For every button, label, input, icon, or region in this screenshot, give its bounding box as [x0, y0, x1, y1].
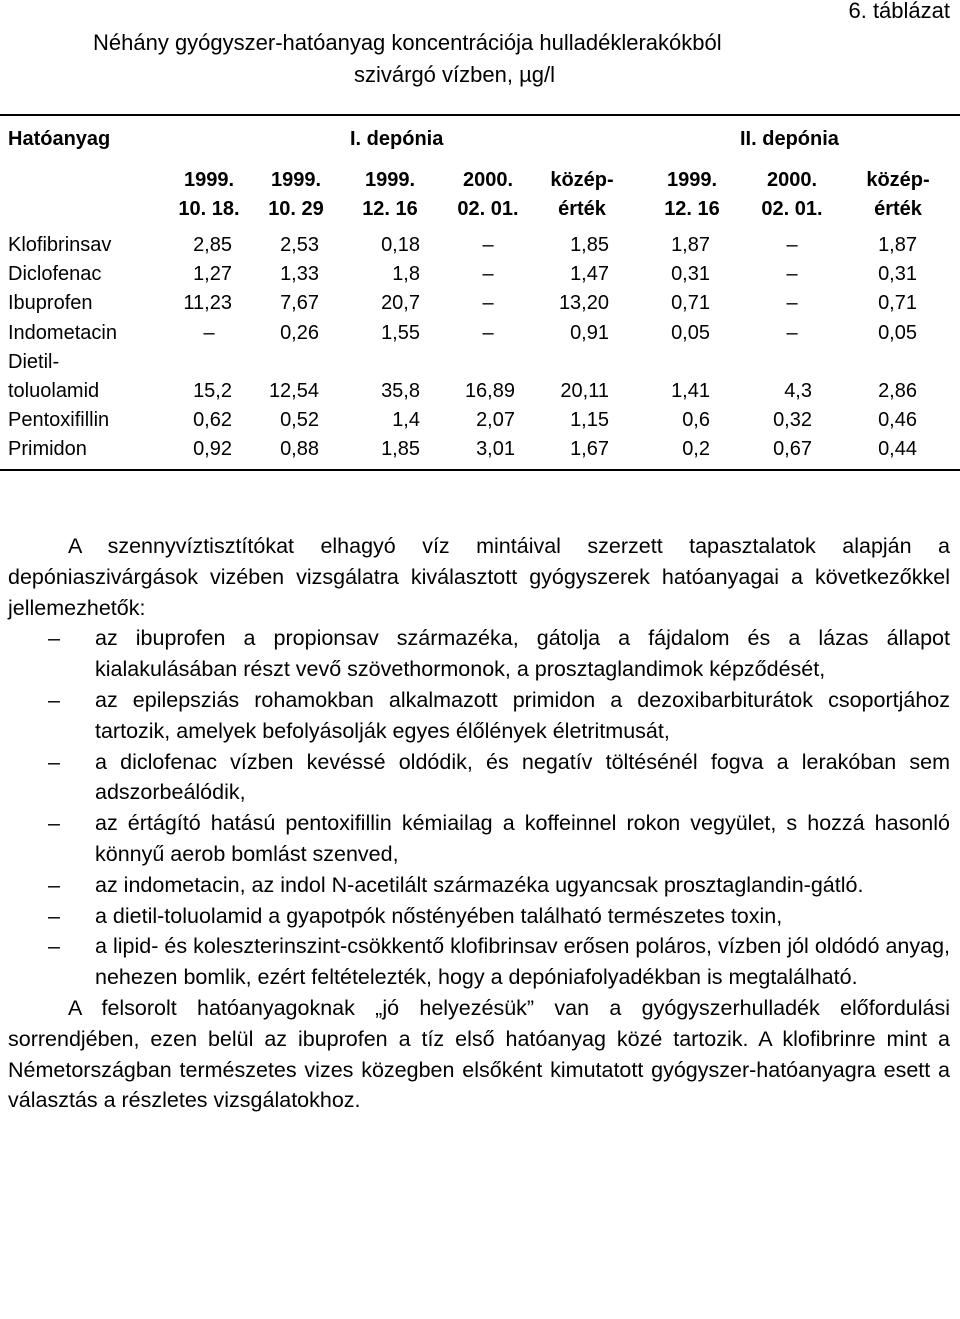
list-item-text: a lipid- és koleszterinszint-csökkentő klofibrinsav erősen poláros, vízben jól oldódó anyag, nehezen bomlik, ezért feltételezték, hogy a depóniafolyadékban is megtalálható.: [95, 934, 950, 990]
dash-bullet-icon: –: [48, 811, 60, 836]
table-cell: 0,44: [878, 438, 917, 461]
list-item: [8, 901, 950, 932]
table-cell: 0,91: [570, 321, 609, 344]
sub-header-1-line-1: 1999.: [183, 169, 235, 191]
row-name: Dietil-: [8, 350, 60, 373]
table-cell: 0,32: [773, 409, 812, 432]
table-cell: 20,7: [381, 292, 420, 315]
table-cell: 0,46: [878, 409, 917, 432]
table-cell: 4,3: [784, 380, 812, 402]
list-item: [8, 747, 950, 809]
sub-header-7-line-2: 02. 01.: [761, 198, 823, 220]
table-cell: 1,85: [381, 438, 420, 461]
list-item-text: az indometacin, az indol N-acetilált származéka ugyancsak prosztaglandin-gátló.: [95, 872, 864, 897]
table-cell: 0,67: [773, 438, 812, 461]
list-item: [8, 931, 950, 993]
table-cell: 16,89: [464, 380, 515, 402]
table-cell: 0,2: [682, 438, 710, 461]
table-cell: 0,71: [671, 292, 710, 315]
table-cell: 1,55: [381, 321, 420, 344]
title-line-2: szivárgó vízben, µg/l: [354, 62, 555, 87]
table-cell: 1,15: [570, 409, 609, 432]
row-name: Primidon: [8, 438, 87, 461]
list-item-text: az ibuprofen a propionsav származéka, gátolja a fájdalom és a lázas állapot kialakulásában részt vevő szövethormonok, a prosztaglandimok képződését,: [95, 626, 950, 682]
list-item: [8, 808, 950, 870]
table-cell: –: [786, 292, 798, 315]
table-cell: 0,71: [878, 292, 917, 315]
col-header-name: Hatóanyag: [8, 128, 111, 150]
table-cell: 1,47: [570, 263, 609, 286]
sub-header-2-line-1: 1999.: [270, 169, 322, 191]
sub-header-5-line-1: közép-: [550, 169, 614, 191]
table-cell: 0,05: [671, 321, 710, 344]
table-cell: 13,20: [558, 292, 609, 315]
table-cell: 1,41: [671, 380, 710, 402]
sub-header-3-line-2: 12. 16: [362, 198, 418, 220]
dash-bullet-icon: –: [48, 687, 60, 712]
table-cell: 1,4: [392, 409, 420, 432]
table-cell: 12,54: [268, 380, 319, 402]
list-item: [8, 870, 950, 901]
sub-header-8-line-1: közép-: [866, 169, 930, 191]
table-cell: 3,01: [476, 438, 515, 461]
sub-header-6-line-2: 12. 16: [664, 198, 720, 220]
table-cell: 0,52: [280, 409, 319, 432]
table-cell: 0,92: [193, 438, 232, 461]
table-cell: –: [482, 321, 494, 344]
sub-header-6-line-1: 1999.: [666, 169, 718, 191]
table-cell: –: [786, 263, 798, 286]
dash-bullet-icon: –: [48, 749, 60, 774]
dash-bullet-icon: –: [48, 872, 60, 897]
table-cell: 1,33: [280, 263, 319, 286]
row-name: Diclofenac: [8, 263, 102, 286]
table-cell: 1,87: [671, 234, 710, 256]
table-cell: 15,2: [193, 380, 232, 402]
list-item-text: a diclofenac vízben kevéssé oldódik, és negatív töltésénél fogva a lerakóban sem adszorbeálódik,: [95, 749, 950, 805]
sub-header-5-line-2: érték: [558, 198, 606, 220]
table-cell: 2,07: [476, 409, 515, 432]
table-cell: 0,18: [381, 234, 420, 256]
sub-header-4-line-1: 2000.: [462, 169, 514, 191]
table-cell: 0,6: [682, 409, 710, 432]
list-item-text: az értágító hatású pentoxifillin kémiailag a koffeinnel rokon vegyület, s hozzá hasonló könnyű aerob bomlást szenved,: [95, 811, 950, 866]
dash-bullet-icon: –: [48, 903, 60, 928]
table-cell: 0,62: [193, 409, 232, 432]
table-cell: 2,86: [878, 380, 917, 402]
list-item-text: az epilepsziás rohamokban alkalmazott primidon a dezoxibarbiturátok csoportjához tartozik, amelyek befolyásolják egyes élőlények életritmusát,: [95, 687, 950, 743]
row-name: toluolamid: [8, 380, 100, 402]
table-number: 6. táblázat: [848, 0, 950, 23]
table-cell: 0,31: [878, 263, 917, 286]
table-cell: 0,88: [280, 438, 319, 461]
table-cell: 0,05: [878, 321, 917, 344]
row-name: Klofibrinsav: [8, 234, 112, 256]
bullet-list: [8, 623, 950, 993]
table-cell: –: [482, 234, 494, 256]
table-cell: 11,23: [183, 292, 232, 315]
table-cell: 1,85: [570, 234, 609, 256]
sub-header-8-line-2: érték: [874, 198, 922, 220]
title-line-1: Néhány gyógyszer-hatóanyag koncentrációja hulladéklerakókból: [93, 30, 722, 55]
table-cell: –: [203, 321, 215, 344]
group-header-1: I. depónia: [350, 128, 444, 150]
table-cell: 20,11: [560, 380, 609, 402]
table-cell: –: [482, 292, 494, 315]
table-cell: 2,53: [280, 234, 319, 256]
sub-header-4-line-2: 02. 01.: [457, 198, 519, 220]
intro-paragraph: A szennyvíztisztítókat elhagyó víz mintáival szerzett tapasztalatok alapján a depóniaszivárgások vizében vizsgálatra kiválasztott gyógyszerek hatóanyagai a következőkkel jellemezhetők:: [8, 534, 950, 620]
group-header-2: II. depónia: [740, 128, 839, 150]
list-item-text: a dietil-toluolamid a gyapotpók nőstényében található természetes toxin,: [95, 903, 783, 928]
table-cell: 1,87: [878, 234, 917, 256]
table-cell: 1,8: [392, 263, 420, 286]
row-name: Indometacin: [8, 321, 117, 344]
table-cell: 0,31: [671, 263, 710, 286]
table-cell: 0,26: [280, 321, 319, 344]
table-cell: 2,85: [193, 234, 232, 256]
dash-bullet-icon: –: [48, 934, 60, 959]
table-cell: –: [786, 321, 798, 344]
table-bottom-rule: [0, 469, 960, 471]
data-table: [0, 0, 960, 480]
dash-bullet-icon: –: [48, 626, 60, 651]
sub-header-3-line-1: 1999.: [364, 169, 416, 191]
list-item: [8, 623, 950, 685]
table-cell: –: [786, 234, 798, 256]
table-cell: 1,27: [193, 263, 232, 286]
sub-header-7-line-1: 2000.: [766, 169, 818, 191]
sub-header-1-line-2: 10. 18.: [178, 198, 240, 220]
table-cell: –: [482, 263, 494, 286]
table-cell: 1,67: [570, 438, 609, 461]
row-name: Pentoxifillin: [8, 409, 110, 432]
table-cell: 35,8: [381, 380, 420, 402]
list-item: [8, 685, 950, 747]
row-name: Ibuprofen: [8, 292, 93, 315]
body-text: [8, 531, 950, 1116]
table-cell: 7,67: [280, 292, 319, 315]
closing-paragraph: A felsorolt hatóanyagoknak „jó helyezésük” van a gyógyszerhulladék előfordulási sorrendjében, ezen belül az ibuprofen a tíz első hatóanyag közé tartozik. A klofibrinre mint a Németországban természetes vizes közegben elsőként kimutatott gyógyszer-hatóanyagra esett a választás a részletes vizsgálatokhoz.: [8, 995, 950, 1113]
sub-header-2-line-2: 10. 29: [268, 198, 324, 220]
